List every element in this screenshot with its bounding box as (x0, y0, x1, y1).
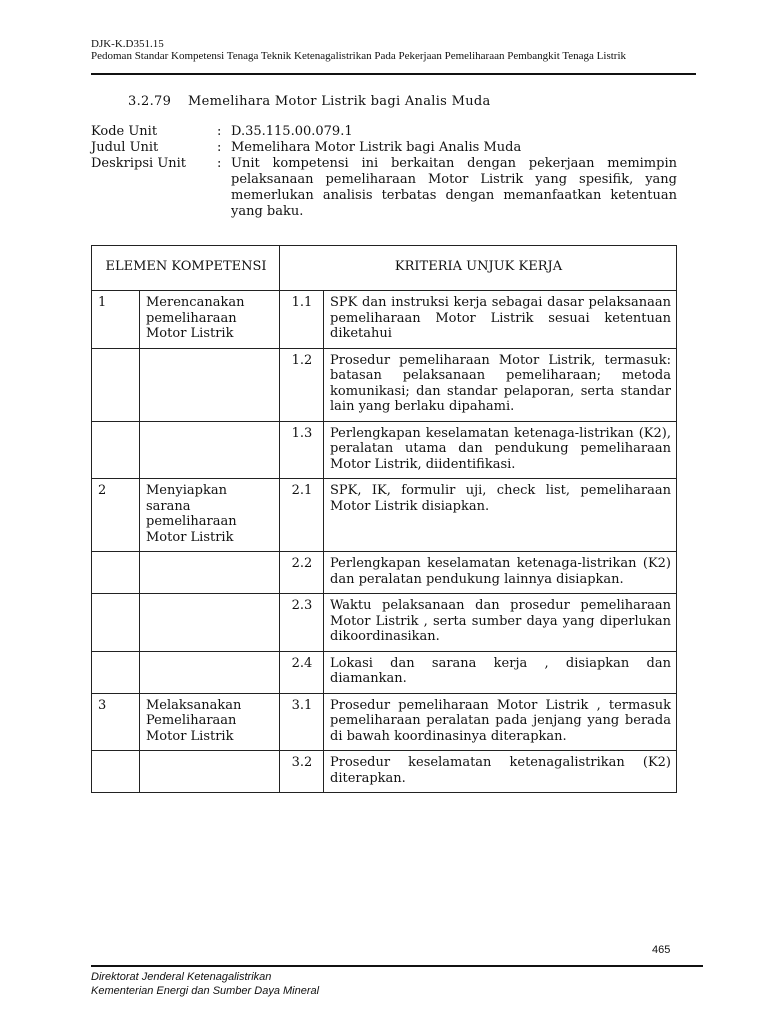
criteria-text: Lokasi dan sarana kerja , disiapkan dan diamankan. (324, 651, 677, 693)
separator: : (217, 140, 222, 155)
table-row (92, 594, 677, 652)
criteria-number: 1.3 (280, 421, 324, 479)
element-name (140, 651, 280, 693)
unit-code-value: D.35.115.00.079.1 (231, 124, 353, 139)
unit-title-value: Memelihara Motor Listrik bagi Analis Muda (231, 140, 522, 155)
header-kriteria-unjuk-kerja: KRITERIA UNJUK KERJA (280, 246, 677, 291)
element-name (140, 348, 280, 421)
element-name: Merencanakan pemeliharaan Motor Listrik (140, 291, 280, 349)
separator: : (217, 156, 222, 171)
header-document-code: DJK-K.D351.15 (91, 38, 164, 50)
separator: : (217, 124, 222, 139)
table-row (92, 651, 677, 693)
criteria-number: 1.2 (280, 348, 324, 421)
table-row (92, 751, 677, 793)
element-number: 2 (92, 479, 140, 552)
criteria-number: 2.1 (280, 479, 324, 552)
criteria-text: Prosedur keselamatan ketenagalistrikan (K2) diterapkan. (324, 751, 677, 793)
unit-description-row (91, 156, 677, 220)
footer-directorate: Direktorat Jenderal Ketenagalistrikan (91, 971, 272, 983)
table-row (92, 348, 677, 421)
footer-ministry: Kementerian Energi dan Sumber Daya Mineral (91, 985, 320, 997)
criteria-number: 2.3 (280, 594, 324, 652)
criteria-text: SPK dan instruksi kerja sebagai dasar pelaksanaan pemeliharaan Motor Listrik sesuai ketentuan diketahui (324, 291, 677, 349)
criteria-number: 1.1 (280, 291, 324, 349)
unit-title-row (91, 140, 677, 156)
element-number (92, 348, 140, 421)
element-name (140, 421, 280, 479)
unit-code-label: Kode Unit (91, 124, 158, 139)
criteria-text: SPK, IK, formulir uji, check list, pemeliharaan Motor Listrik disiapkan. (324, 479, 677, 552)
table-row (92, 291, 677, 349)
criteria-text: Prosedur pemeliharaan Motor Listrik, termasuk: batasan pelaksanaan pemeliharaan; metoda komunikasi; dan standar pelaporan, serta standar lain yang berlaku dipahami. (324, 348, 677, 421)
criteria-text: Perlengkapan keselamatan ketenaga-listrikan (K2), peralatan utama dan pendukung pemeliharaan Motor Listrik, diidentifikasi. (324, 421, 677, 479)
criteria-number: 2.2 (280, 552, 324, 594)
table-row (92, 693, 677, 751)
element-name (140, 751, 280, 793)
element-number (92, 421, 140, 479)
element-number (92, 651, 140, 693)
table-row (92, 552, 677, 594)
element-name (140, 594, 280, 652)
element-number (92, 751, 140, 793)
section-heading (128, 94, 491, 109)
unit-code-row (91, 124, 677, 140)
table-row (92, 479, 677, 552)
criteria-number: 2.4 (280, 651, 324, 693)
element-name (140, 552, 280, 594)
header-elemen-kompetensi: ELEMEN KOMPETENSI (92, 246, 280, 291)
competency-table (91, 245, 677, 793)
section-title: Memelihara Motor Listrik bagi Analis Muda (188, 94, 491, 109)
table-body (92, 291, 677, 793)
criteria-number: 3.1 (280, 693, 324, 751)
element-name: Menyiapkan sarana pemeliharaan Motor Listrik (140, 479, 280, 552)
element-number (92, 552, 140, 594)
footer-divider (91, 965, 703, 967)
criteria-number: 3.2 (280, 751, 324, 793)
table-row (92, 421, 677, 479)
unit-title-label: Judul Unit (91, 140, 159, 155)
unit-description-value: Unit kompetensi ini berkaitan dengan pekerjaan memimpin pelaksanaan pemeliharaan Motor Listrik yang spesifik, yang memerlukan analisis terbatas dengan memanfaatkan ketentuan yang baku. (231, 156, 677, 219)
element-name: Melaksanakan Pemeliharaan Motor Listrik (140, 693, 280, 751)
element-number: 1 (92, 291, 140, 349)
element-number (92, 594, 140, 652)
table-header-row (92, 246, 677, 291)
section-number: 3.2.79 (128, 94, 172, 109)
unit-description-label: Deskripsi Unit (91, 156, 187, 171)
element-number: 3 (92, 693, 140, 751)
criteria-text: Perlengkapan keselamatan ketenaga-listrikan (K2) dan peralatan pendukung lainnya disiapkan. (324, 552, 677, 594)
header-divider (91, 73, 696, 75)
header-document-title: Pedoman Standar Kompetensi Tenaga Teknik Ketenagalistrikan Pada Pekerjaan Pemeliharaan Pembangkit Tenaga Listrik (91, 50, 627, 62)
unit-info (91, 124, 677, 220)
page-number: 465 (652, 944, 671, 956)
criteria-text: Prosedur pemeliharaan Motor Listrik , termasuk pemeliharaan peralatan pada jenjang yang berada di bawah koordinasinya diterapkan. (324, 693, 677, 751)
criteria-text: Waktu pelaksanaan dan prosedur pemeliharaan Motor Listrik , serta sumber daya yang diperlukan dikoordinasikan. (324, 594, 677, 652)
